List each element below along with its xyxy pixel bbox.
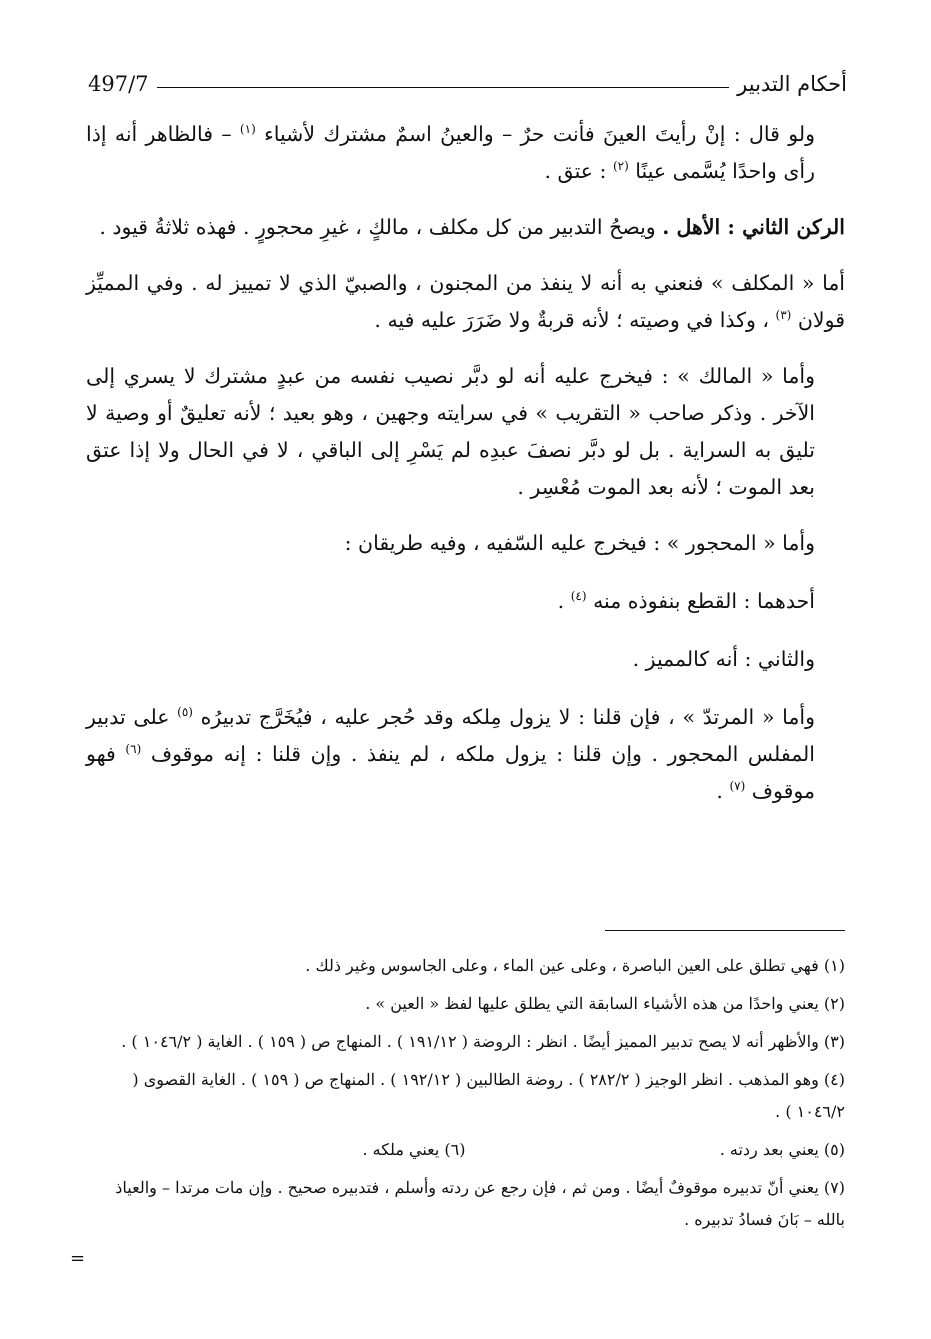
paragraph-text: على تدبير المفلس المحجور . وإن قلنا : يزول ملكه ، لم ينفذ . وإن قلنا : إنه موقوف	[86, 705, 815, 766]
paragraph-text: .	[557, 589, 565, 613]
paragraph-text: أما « المكلف » فنعني به أنه لا ينفذ من المجنون ، والصبيّ الذي لا تمييز له . وفي المميِّز قولان	[86, 271, 845, 332]
footnote-2: (٢) يعني واحدًا من هذه الأشياء السابقة التي يطلق عليها لفظ « العين » .	[365, 994, 845, 1013]
paragraph-7	[86, 641, 845, 678]
paragraph-text: ولو قال : إنْ رأيتَ العينَ فأنت حرٌ – والعينُ اسمٌ مشترك لأشياء	[264, 122, 815, 146]
footnote-5: (٥) يعني بعد ردته .	[719, 1140, 845, 1159]
paragraph-text: – فالظاهر أنه إذا رأى واحدًا يُسَّمى عينًا	[86, 122, 815, 183]
paragraph-text: فهو موقوف	[86, 742, 815, 803]
footnote-1: (١) فهي تطلق على العين الباصرة ، وعلى عين الماء ، وعلى الجاسوس وغير ذلك .	[305, 956, 845, 975]
main-text	[86, 116, 845, 829]
paragraph-3	[86, 265, 845, 339]
paragraph-4	[86, 358, 845, 506]
footnote-4: (٤) وهو المذهب . انظر الوجيز ( ٢٨٢/٢ ) . روضة الطالبين ( ١٩٢/١٢ ) . المنهاج ص ( ١٥٩ ) . الغاية القصوى ( ١٠٤٦/٢ ) .	[132, 1070, 845, 1121]
paragraph-text: وأما « المحجور » : فيخرج عليه السّفيه ، وفيه طريقان :	[344, 531, 815, 555]
footnote-separator	[605, 930, 845, 931]
footnote-ref-1[interactable]: (١)	[239, 122, 256, 136]
paragraph-5	[86, 525, 845, 562]
footnote-row	[86, 1134, 845, 1166]
paragraph-text: أحدهما : القطع بنفوذه منه	[586, 589, 815, 613]
running-header	[88, 62, 847, 96]
paragraph-text: والثاني : أنه كالمميز .	[632, 647, 815, 671]
footnote-ref-7[interactable]: (٧)	[729, 779, 746, 793]
margin-mark: =	[70, 1248, 86, 1269]
footnotes	[86, 950, 845, 1242]
footnote-ref-3[interactable]: (٣)	[775, 308, 792, 322]
section-heading: الركن الثاني : الأهل .	[662, 215, 845, 239]
footnote-ref-2[interactable]: (٢)	[612, 159, 629, 173]
footnote-7: (٧) يعني أنّ تدبيره موقوفٌ أيضًا . ومن ثم ، فإن رجع عن ردته وأسلم ، فتدبيره صحيح . وإن مات مرتدا – والعياذ بالله – بَانَ فسادُ تدبيره .	[115, 1178, 845, 1229]
paragraph-6	[86, 583, 845, 620]
paragraph-8	[86, 699, 845, 810]
paragraph-text: : عتق .	[544, 159, 607, 183]
paragraph-text: ويصحُ التدبير من كل مكلف ، مالكٍ ، غيرِ محجورٍ . فهذه ثلاثةُ قيود .	[99, 215, 656, 239]
header-rule	[157, 87, 730, 88]
paragraph-2	[86, 209, 845, 246]
footnote-3: (٣) والأظهر أنه لا يصح تدبير المميز أيضًا . انظر : الروضة ( ١٩١/١٢ ) . المنهاج ص ( ١٥٩ ) . الغاية ( ١٠٤٦/٢ ) .	[121, 1032, 845, 1051]
paragraph-text: وأما « المرتدّ » ، فإن قلنا : لا يزول مِلكه وقد حُجر عليه ، فيُخَرَّج تدبيرُه	[192, 705, 815, 729]
chapter-title: أحكام التدبير	[737, 72, 847, 96]
footnote-ref-4[interactable]: (٤)	[570, 589, 587, 603]
paragraph-text: ، وكذا في وصيته ؛ لأنه قربةٌ ولا ضَرَرَ عليه فيه .	[374, 308, 769, 332]
footnote-ref-5[interactable]: (٥)	[177, 705, 193, 719]
footnote-6: (٦) يعني ملكه .	[362, 1140, 466, 1159]
paragraph-text: وأما « المالك » : فيخرج عليه أنه لو دبَّر نصيب نفسه من عبدٍ مشترك لا يسري إلى الآخر . وذكر صاحب « التقريب » في سرايته وجهين ، وهو بعيد ؛ لأنه تعليقٌ أو وصية لا تليق به السراية . بل لو دبَّر نصفَ عبدِه لم يَسْرِ إلى الباقي ، لا في الحال ولا إذا عتق بعد الموت ؛ لأنه بعد الموت مُعْسِر .	[86, 364, 815, 499]
paragraph-text: .	[716, 779, 723, 803]
page-number: 497/7	[88, 72, 149, 96]
paragraph-1	[86, 116, 845, 190]
footnote-ref-6[interactable]: (٦)	[125, 742, 142, 756]
